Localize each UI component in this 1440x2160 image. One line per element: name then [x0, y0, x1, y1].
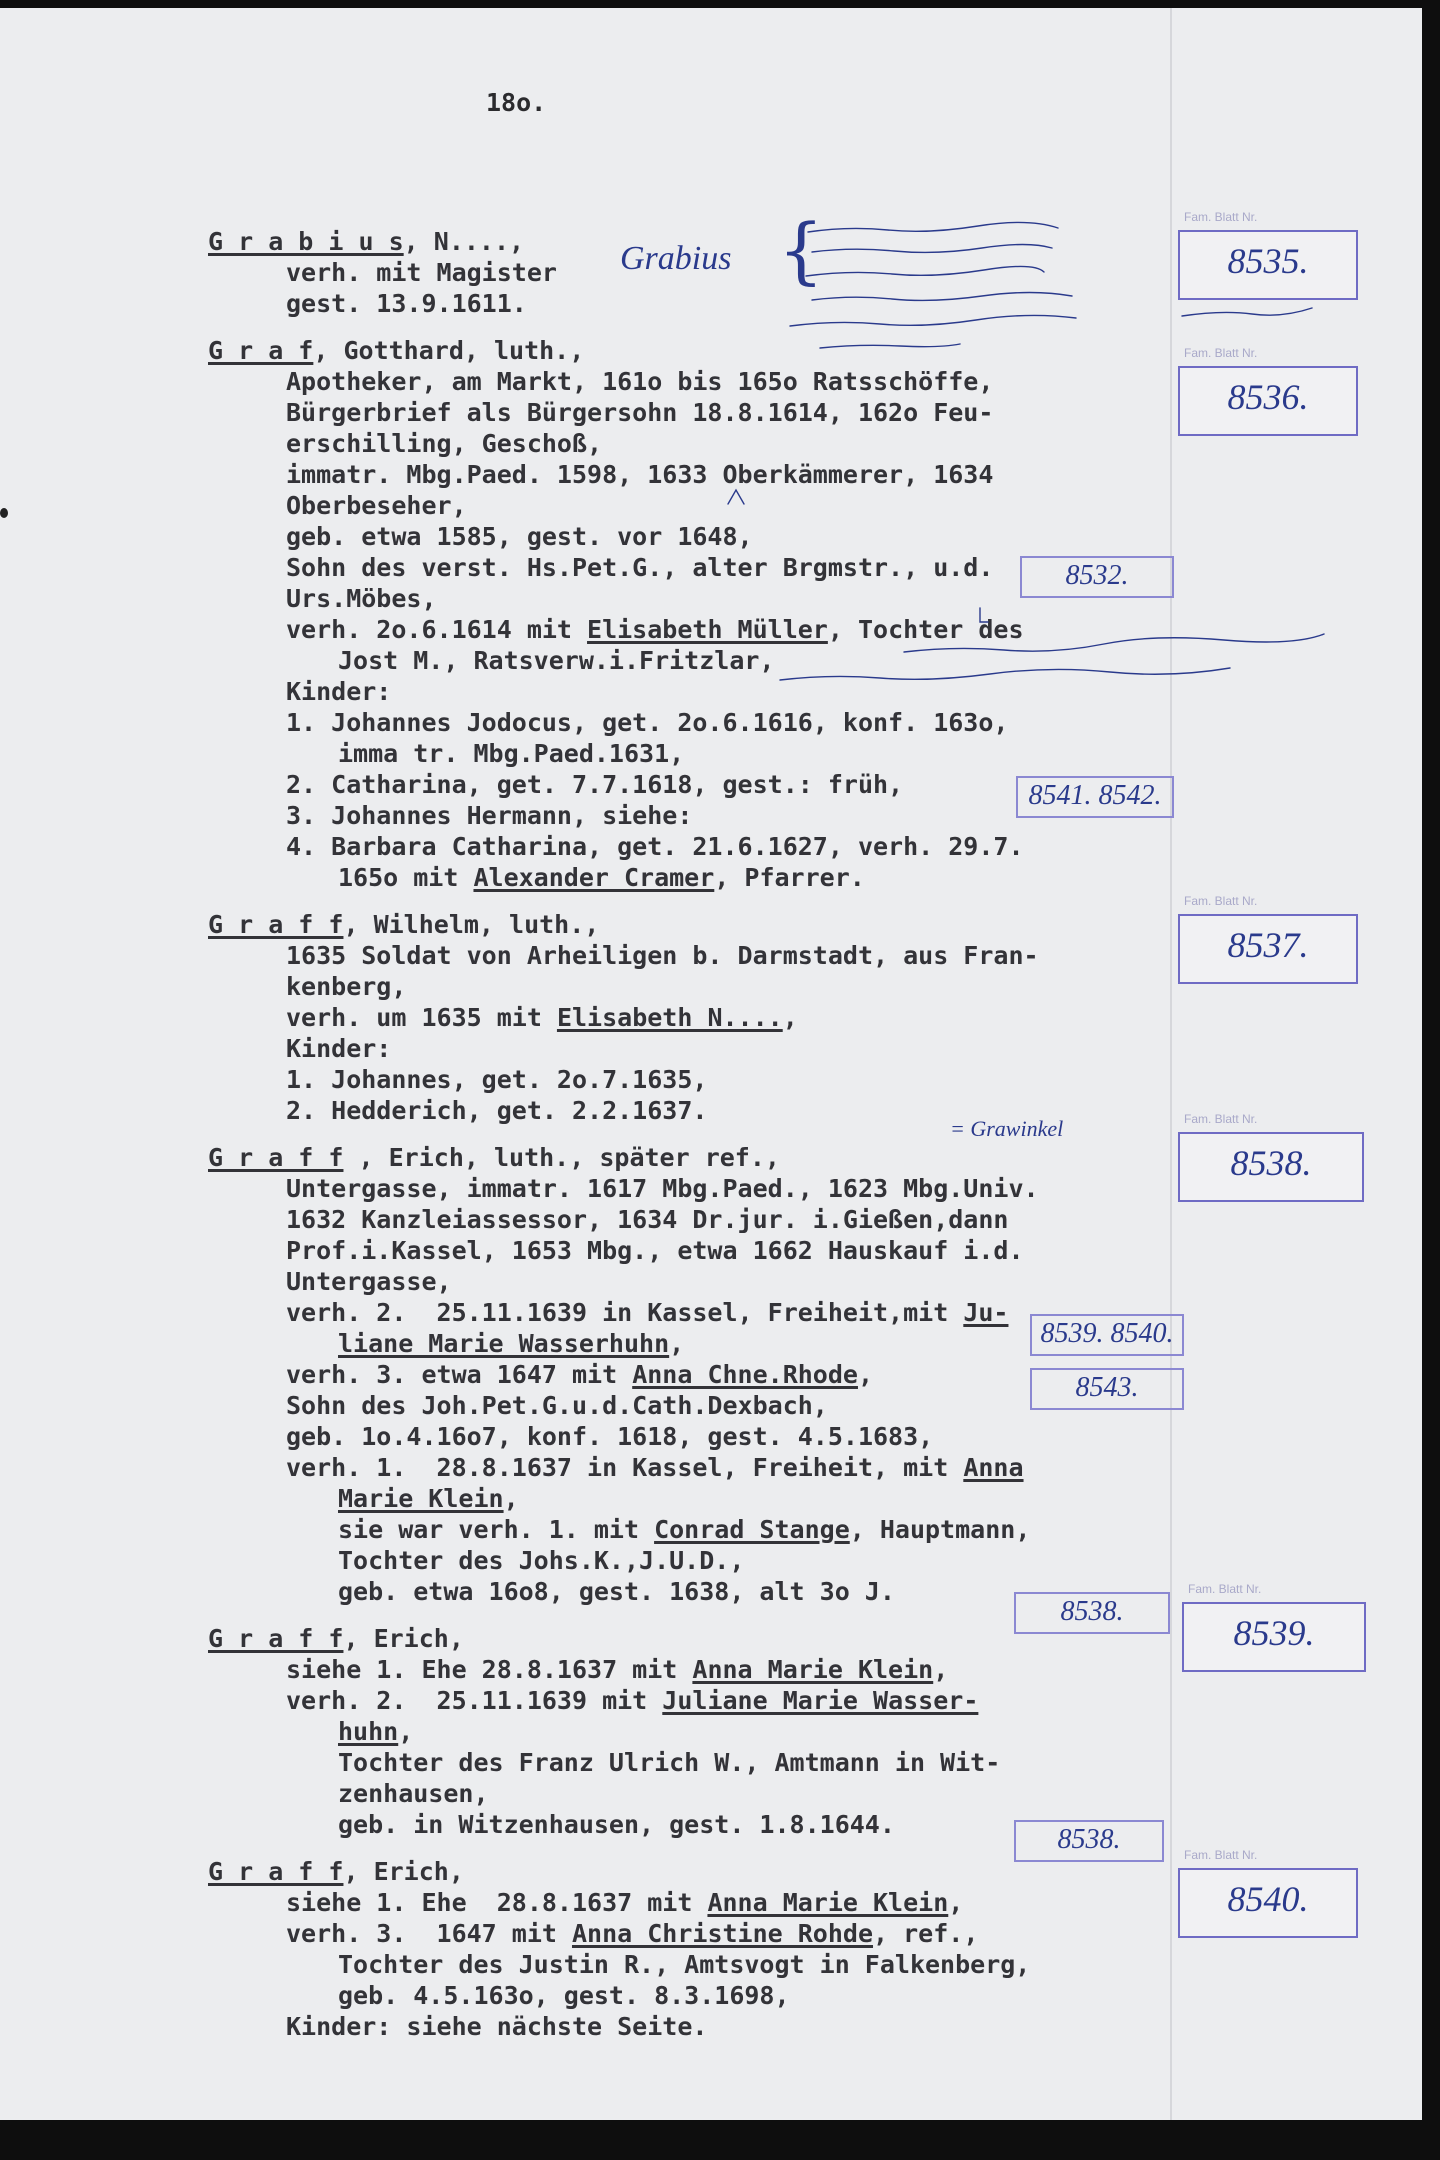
text-run: , Erich, [343, 1857, 464, 1886]
underlined-name: G r a f f [208, 1143, 344, 1172]
text-run: verh. 1. 28.8.1637 in Kassel, Freiheit, mit [286, 1453, 964, 1482]
text-run: Tochter des Johs.K.,J.U.D., [338, 1546, 745, 1575]
text-run: , [857, 1360, 874, 1389]
text-run: geb. 1o.4.16o7, konf. 1618, gest. 4.5.1683, [286, 1422, 934, 1451]
text-run: , [669, 1329, 685, 1358]
text-run: 3. Johannes Hermann, siehe: [286, 801, 693, 830]
text-run: siehe 1. Ehe 28.8.1637 mit [286, 1655, 693, 1684]
family-sheet-label: Fam. Blatt Nr. [1184, 210, 1258, 224]
text-run: geb. etwa 1585, gest. vor 1648, [286, 522, 753, 551]
text-run: , [948, 1888, 964, 1917]
underlined-name: Ju- [963, 1298, 1009, 1327]
text-run: verh. 2o.6.1614 mit [286, 615, 588, 644]
text-run: 1632 Kanzleiassessor, 1634 Dr.jur. i.Gießen,dann [286, 1205, 1009, 1234]
text-run: geb. 4.5.163o, gest. 8.3.1698, [338, 1981, 790, 2010]
text-run: Prof.i.Kassel, 1653 Mbg., etwa 1662 Hauskauf i.d. [286, 1236, 1024, 1265]
text-run: verh. 2. 25.11.1639 in Kassel, Freiheit,mit [286, 1298, 964, 1327]
family-sheet-label: Fam. Blatt Nr. [1184, 346, 1258, 360]
family-sheet-number: 8536. [1227, 377, 1309, 417]
family-sheet-label: Fam. Blatt Nr. [1184, 1112, 1258, 1126]
text-run: Urs.Möbes, [286, 584, 437, 613]
punch-mark [0, 508, 8, 518]
page-number: 18o. [486, 88, 547, 117]
underlined-name: G r a f [208, 336, 314, 365]
text-run: , [782, 1003, 798, 1032]
text-run: 2. Catharina, get. 7.7.1618, gest.: früh, [286, 770, 904, 799]
text-run: , Hauptmann, [849, 1515, 1031, 1544]
text-run: verh. 2. 25.11.1639 mit [286, 1686, 663, 1715]
family-sheet-label: Fam. Blatt Nr. [1188, 1582, 1262, 1596]
family-sheet-label: Fam. Blatt Nr. [1184, 894, 1258, 908]
underlined-name: Elisabeth N.... [556, 1003, 783, 1032]
underlined-name: Anna Marie Klein [692, 1655, 934, 1684]
text-run: zenhausen, [338, 1779, 489, 1808]
family-sheet-number: 8540. [1227, 1879, 1309, 1919]
document-page [0, 8, 1422, 2120]
cross-ref-box: 8538. [1014, 1592, 1170, 1634]
family-sheet-label: Fam. Blatt Nr. [1184, 1848, 1258, 1862]
cross-ref-box: 8539. 8540. [1030, 1314, 1184, 1356]
underlined-name: Anna Marie Klein [707, 1888, 949, 1917]
text-run: Kinder: [286, 677, 392, 706]
family-sheet-number: 8538. [1230, 1143, 1312, 1183]
underlined-name: G r a f f [208, 1624, 344, 1653]
text-run: Untergasse, immatr. 1617 Mbg.Paed., 1623 Mbg.Univ. [286, 1174, 1039, 1203]
text-run: Untergasse, [286, 1267, 452, 1296]
cross-ref-box: 8538. [1014, 1820, 1164, 1862]
text-run: 2. Hedderich, get. 2.2.1637. [286, 1096, 708, 1125]
text-run: siehe 1. Ehe 28.8.1637 mit [286, 1888, 708, 1917]
handwritten-alias: = Grawinkel [950, 1116, 1064, 1141]
text-run: , Erich, [343, 1624, 464, 1653]
text-run: , Pfarrer. [714, 863, 865, 892]
text-run: Apotheker, am Markt, 161o bis 165o Ratsschöffe, [286, 367, 994, 396]
family-sheet-number: 8535. [1227, 241, 1309, 281]
underlined-name: Juliane Marie Wasser- [662, 1686, 979, 1715]
text-run: , [509, 227, 525, 256]
text-run: 4. Barbara Catharina, get. 21.6.1627, verh. 29.7. [286, 832, 1024, 861]
text-run: Sohn des verst. Hs.Pet.G., alter Brgmstr., u.d. [286, 553, 994, 582]
underlined-name: Elisabeth Müller [587, 615, 828, 644]
handwritten-brace: { [778, 208, 824, 292]
text-run: kenberg, [286, 972, 407, 1001]
handwriting-scribbles [0, 8, 1422, 2120]
text-run: 165o mit [338, 863, 474, 892]
handwritten-name: Grabius [620, 240, 732, 277]
underlined-name: Anna [963, 1453, 1024, 1482]
text-run: Bürgerbrief als Bürgersohn 18.8.1614, 162o Feu- [286, 398, 994, 427]
underlined-name: G r a b i u s [208, 227, 404, 256]
family-sheet-number: 8539. [1233, 1613, 1315, 1653]
cross-ref-box: 8541. 8542. [1016, 776, 1174, 818]
text-run: , [933, 1655, 949, 1684]
underlined-name: Anna Chne.Rhode [632, 1360, 858, 1389]
text-run: , N.... [403, 227, 510, 256]
text-run: imma tr. Mbg.Paed.1631, [338, 739, 685, 768]
text-run: , Wilhelm, luth., [343, 910, 600, 939]
text-run: geb. in Witzenhausen, gest. 1.8.1644. [338, 1810, 895, 1839]
text-run: , ref., [873, 1919, 979, 1948]
text-run: , Tochter des [827, 615, 1024, 644]
text-run: Jost M., Ratsverw.i.Fritzlar, [338, 646, 775, 675]
cross-ref-box: 8532. [1020, 556, 1174, 598]
text-run: 1. Johannes Jodocus, get. 2o.6.1616, konf. 163o, [286, 708, 1009, 737]
cross-ref-box: 8543. [1030, 1368, 1184, 1410]
underlined-name: Alexander Cramer [473, 863, 715, 892]
text-run: verh. um 1635 mit [286, 1003, 557, 1032]
text-run: verh. 3. etwa 1647 mit [286, 1360, 633, 1389]
text-run: , [398, 1717, 414, 1746]
text-run: Tochter des Justin R., Amtsvogt in Falkenberg, [338, 1950, 1031, 1979]
underlined-name: Marie Klein [338, 1484, 504, 1513]
text-run: geb. etwa 16o8, gest. 1638, alt 3o J. [338, 1577, 895, 1606]
underlined-name: Anna Christine Rohde [571, 1919, 874, 1948]
text-run: , Gotthard, luth., [313, 336, 585, 365]
text-run: verh. mit Magister [286, 258, 557, 287]
text-run: erschilling, Geschoß, [286, 429, 603, 458]
underlined-name: huhn [338, 1717, 399, 1746]
text-run: Kinder: [286, 1034, 392, 1063]
text-run: Kinder: siehe nächste Seite. [286, 2012, 708, 2041]
underlined-name: G r a f f [208, 910, 344, 939]
text-run: 1. Johannes, get. 2o.7.1635, [286, 1065, 708, 1094]
text-run: Sohn des Joh.Pet.G.u.d.Cath.Dexbach, [286, 1391, 828, 1420]
underlined-name: Conrad Stange [654, 1515, 850, 1544]
text-run: Oberbeseher, [286, 491, 467, 520]
text-run: , Erich, luth., später ref., [343, 1143, 780, 1172]
text-run: gest. 13.9.1611. [286, 289, 527, 318]
text-run: sie war verh. 1. mit [338, 1515, 655, 1544]
text-run: verh. 3. 1647 mit [286, 1919, 572, 1948]
family-sheet-number: 8537. [1227, 925, 1309, 965]
underlined-name: G r a f f [208, 1857, 344, 1886]
text-run: , [503, 1484, 519, 1513]
text-run: Tochter des Franz Ulrich W., Amtmann in Wit- [338, 1748, 1001, 1777]
text-run: immatr. Mbg.Paed. 1598, 1633 Oberkämmerer, 1634 [286, 460, 994, 489]
underlined-name: liane Marie Wasserhuhn [338, 1329, 670, 1358]
text-run: 1635 Soldat von Arheiligen b. Darmstadt, aus Fran- [286, 941, 1039, 970]
